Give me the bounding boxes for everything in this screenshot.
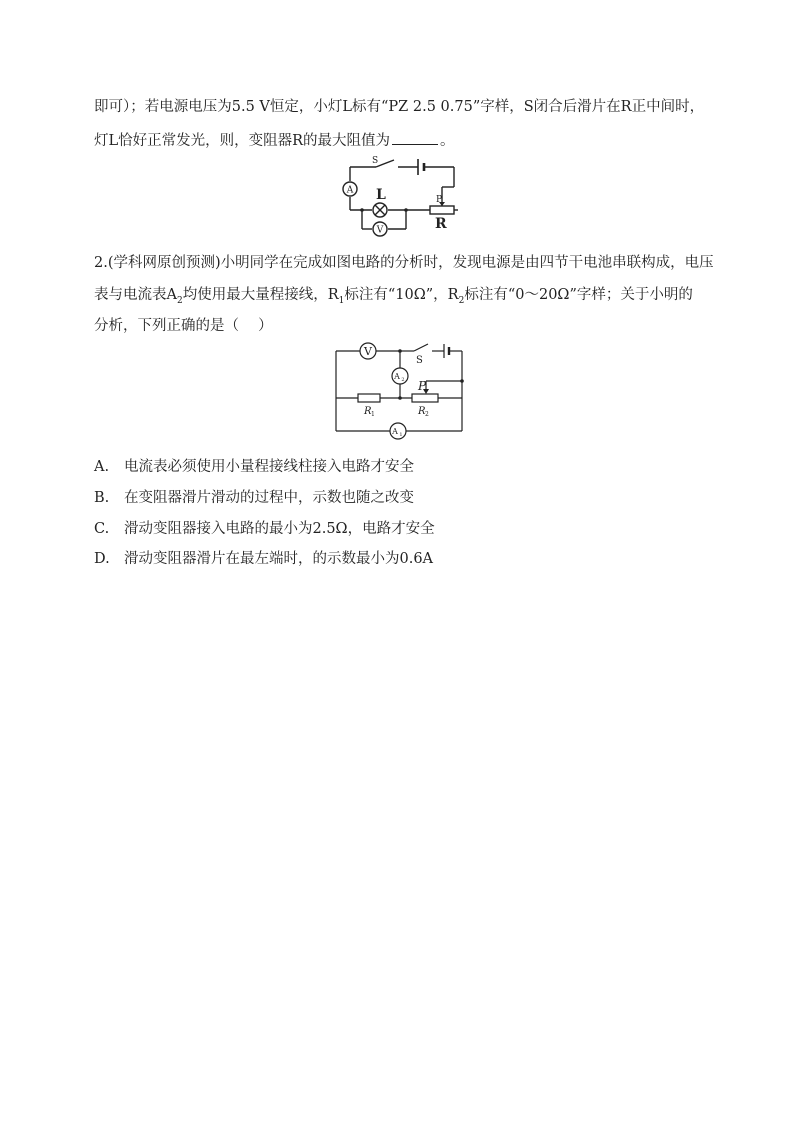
option-d-letter: D.	[94, 551, 110, 567]
lamp-label: L	[376, 187, 386, 203]
problem1-line2-end: 。	[440, 133, 455, 149]
p2-sub-c: 2	[458, 295, 465, 306]
option-b	[94, 488, 414, 508]
slider-label-2: P	[418, 379, 427, 393]
option-b-text: 在变阻器滑片滑动的过程中，示数也随之改变	[124, 490, 414, 506]
r1-sub: 1	[371, 411, 375, 418]
option-c-letter: C.	[94, 521, 110, 537]
problem1-line1: 即可）；若电源电压为5.5 V恒定，小灯L标有“PZ 2.5 0.75”字样，S闭合后滑片在R正中间时，	[94, 99, 705, 115]
circuit-diagram-2	[330, 338, 472, 440]
problem2-line1: 2.(学科网原创预测)小明同学在完成如图电路的分析时，发现电源是由四节干电池串联构成，电压	[94, 255, 714, 271]
option-b-letter: B.	[94, 490, 110, 506]
r2-sub: 2	[425, 411, 429, 418]
p2-text-b: 均使用最大量程接线，R	[182, 287, 339, 303]
circuit-diagram-1	[330, 155, 470, 237]
r2-label: R	[418, 406, 426, 417]
switch-label: S	[372, 156, 379, 166]
problem2-line2	[94, 285, 693, 311]
ammeter-label: A	[346, 185, 354, 196]
voltmeter-label-2: V	[364, 345, 372, 358]
option-d	[94, 549, 433, 569]
problem1-line2	[94, 130, 455, 151]
p2-sub-a: 2	[176, 295, 183, 306]
option-a-text: 电流表必须使用小量程接线柱接入电路才安全	[124, 459, 414, 475]
r2-symbol	[412, 394, 438, 402]
option-a-letter: A.	[94, 459, 110, 475]
rheostat-label: R	[435, 216, 447, 232]
p2-text-a: 表与电流表A	[94, 287, 177, 303]
p2-text-d: 标注有“0～20Ω”字样；关于小明的	[464, 287, 693, 303]
a1-label: A	[392, 427, 398, 436]
r1-label: R	[364, 406, 372, 417]
option-c	[94, 519, 435, 539]
a2-sub: 2	[401, 377, 405, 383]
option-d-text: 滑动变阻器滑片在最左端时，的示数最小为0.6A	[124, 551, 434, 567]
answer-blank	[392, 130, 438, 145]
problem2-line3: 分析，下列正确的是（ ）	[94, 318, 273, 334]
option-c-text: 滑动变阻器接入电路的最小为2.5Ω，电路才安全	[124, 521, 435, 537]
r1-symbol	[358, 394, 380, 402]
p2-sub-b: 1	[338, 295, 345, 306]
a2-label: A	[394, 372, 400, 381]
switch-label-2: S	[416, 355, 423, 366]
option-a	[94, 457, 414, 477]
p2-text-c: 标注有“10Ω”，R	[344, 287, 459, 303]
slider-label: P	[436, 195, 443, 205]
problem1-line2-text: 灯L恰好正常发光，则，变阻器R的最大阻值为	[94, 133, 391, 149]
voltmeter-label: V	[376, 225, 384, 236]
a1-sub: 1	[399, 432, 403, 438]
